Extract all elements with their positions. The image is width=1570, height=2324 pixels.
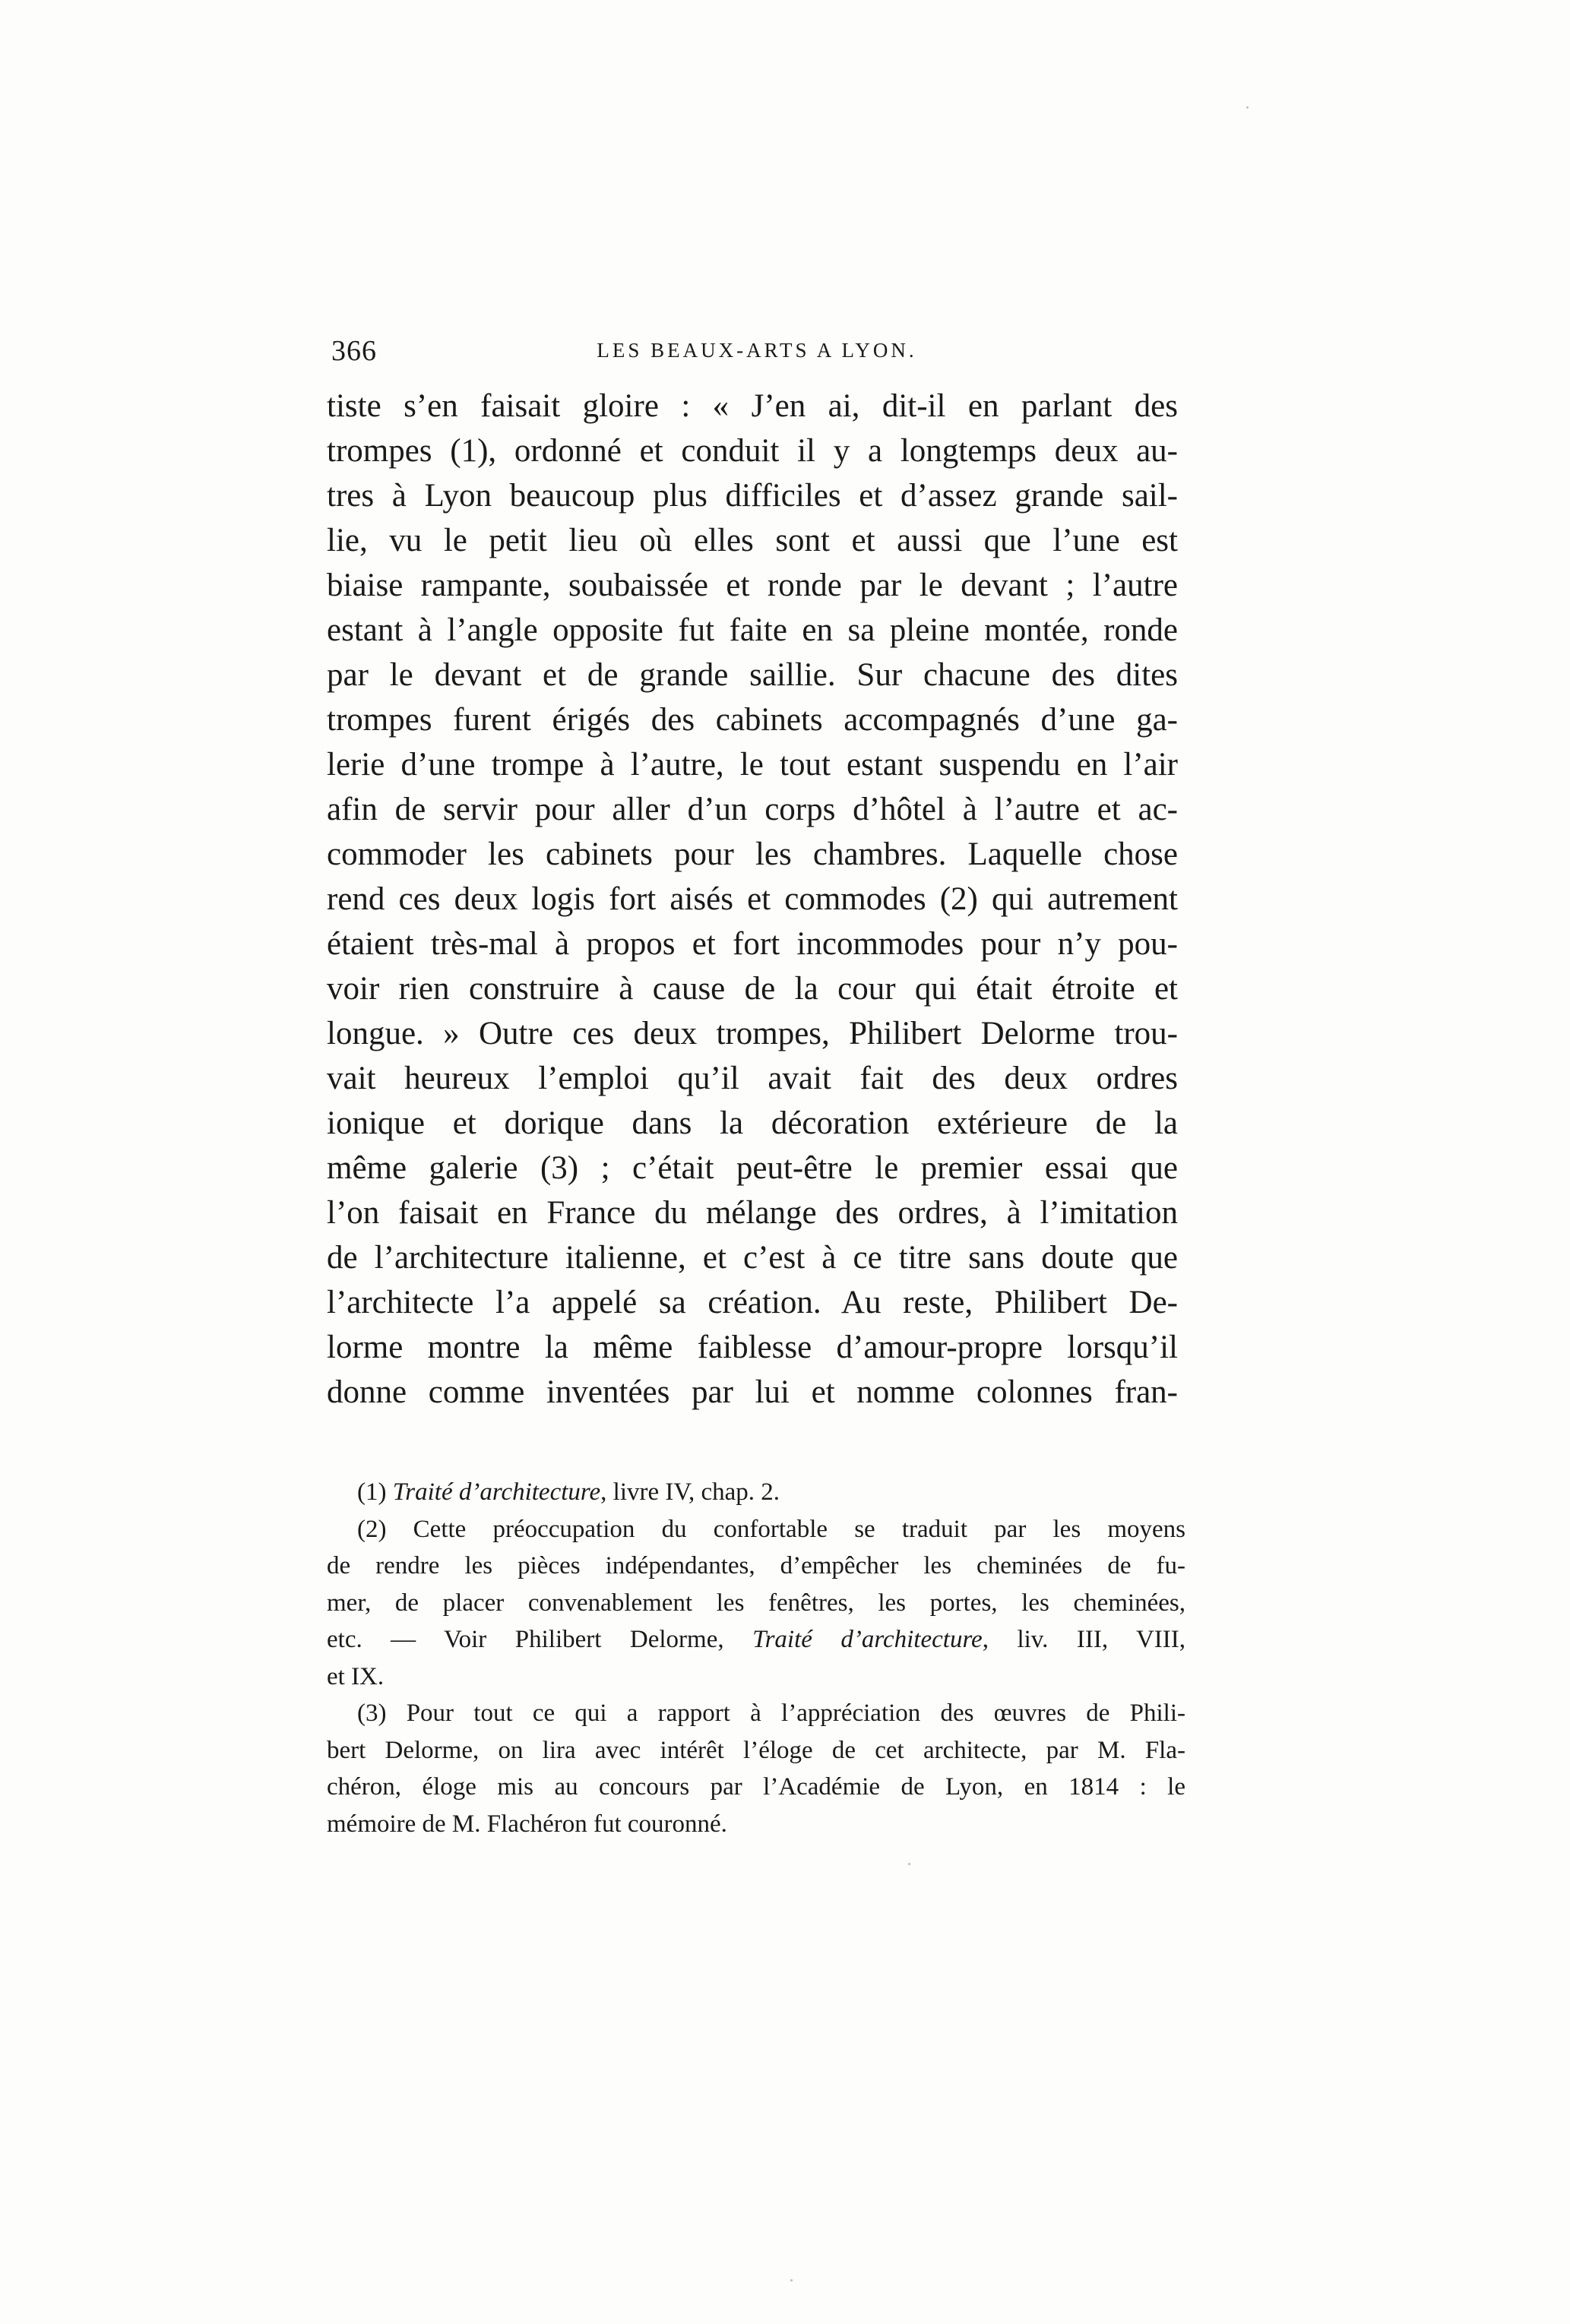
body-line: lie, vu le petit lieu où elles sont et aussi que l’une est: [327, 523, 1178, 558]
footnote-1: [327, 1474, 1185, 1511]
footnote-2-line: mer, de placer convenablement les fenêtres, les portes, les cheminées,: [327, 1589, 1185, 1617]
page-header: [331, 334, 1182, 380]
footnote-2-line: (2) Cette préoccupation du confortable se traduit par les moyens: [357, 1515, 1185, 1543]
footnote-2-line4-start: etc. — Voir Philibert Delorme,: [327, 1626, 753, 1653]
footnote-2-line: et IX.: [327, 1662, 385, 1690]
body-line: lorme montre la même faiblesse d’amour-propre lorsqu’il: [327, 1330, 1178, 1365]
paper-speck: [908, 1863, 910, 1865]
footnote-1-marker: (1): [357, 1478, 387, 1506]
body-line: biaise rampante, soubaissée et ronde par le devant ; l’autre: [327, 568, 1178, 603]
body-line: trompes furent érigés des cabinets accompagnés d’une ga-: [327, 702, 1178, 738]
page-number: 366: [331, 335, 377, 367]
footnote-3-line: (3) Pour tout ce qui a rapport à l’appréciation des œuvres de Phili-: [357, 1700, 1185, 1727]
body-line: ionique et dorique dans la décoration extérieure de la: [327, 1105, 1178, 1141]
body-line: l’on faisait en France du mélange des ordres, à l’imitation: [327, 1195, 1178, 1231]
running-title: LES BEAUX-ARTS A LYON.: [597, 339, 917, 362]
body-line: tiste s’en faisait gloire : « J’en ai, dit-il en parlant des: [327, 388, 1178, 424]
body-line: trompes (1), ordonné et conduit il y a longtemps deux au-: [327, 433, 1178, 469]
footnote-3-line: chéron, éloge mis au concours par l’Académie de Lyon, en 1814 : le: [327, 1773, 1185, 1801]
footnote-1-title: Traité d’architecture: [392, 1478, 601, 1506]
footnote-3-line: mémoire de M. Flachéron fut couronné.: [327, 1810, 727, 1838]
footnote-2-line: de rendre les pièces indépendantes, d’empêcher les cheminées de fu-: [327, 1552, 1185, 1579]
paper-speck: [790, 2279, 793, 2281]
footnote-2-line: [327, 1621, 1185, 1658]
body-line: lerie d’une trompe à l’autre, le tout estant suspendu en l’air: [327, 747, 1178, 783]
body-line: par le devant et de grande saillie. Sur chacune des dites: [327, 657, 1178, 693]
body-line: estant à l’angle opposite fut faite en sa pleine montée, ronde: [327, 612, 1178, 648]
body-line: afin de servir pour aller d’un corps d’hôtel à l’autre et ac-: [327, 792, 1178, 827]
body-line: longue. » Outre ces deux trompes, Philibert Delorme trou-: [327, 1016, 1178, 1051]
footnote-2-title: Traité d’architecture: [752, 1626, 983, 1653]
body-line: commoder les cabinets pour les chambres. Laquelle chose: [327, 836, 1178, 872]
body-text: [327, 384, 1178, 1415]
body-line: de l’architecture italienne, et c’est à ce titre sans doute que: [327, 1240, 1178, 1276]
body-line: donne comme inventées par lui et nomme colonnes fran-: [327, 1374, 1178, 1410]
footnotes: [327, 1474, 1185, 1842]
body-line: étaient très-mal à propos et fort incommodes pour n’y pou-: [327, 926, 1178, 962]
footnote-1-rest: , livre IV, chap. 2.: [600, 1478, 780, 1506]
body-line: même galerie (3) ; c’était peut-être le premier essai que: [327, 1150, 1178, 1186]
body-line: vait heureux l’emploi qu’il avait fait des deux ordres: [327, 1061, 1178, 1096]
footnote-3-line: bert Delorme, on lira avec intérêt l’éloge de cet architecte, par M. Fla-: [327, 1736, 1185, 1764]
body-line: voir rien construire à cause de la cour qui était étroite et: [327, 971, 1178, 1007]
footnote-2-line4-end: , liv. III, VIII,: [982, 1626, 1185, 1653]
paper-speck: [1246, 106, 1249, 109]
body-line: tres à Lyon beaucoup plus difficiles et d’assez grande sail-: [327, 478, 1178, 514]
body-line: rend ces deux logis fort aisés et commodes (2) qui autrement: [327, 881, 1178, 917]
body-line: l’architecte l’a appelé sa création. Au reste, Philibert De-: [327, 1285, 1178, 1320]
